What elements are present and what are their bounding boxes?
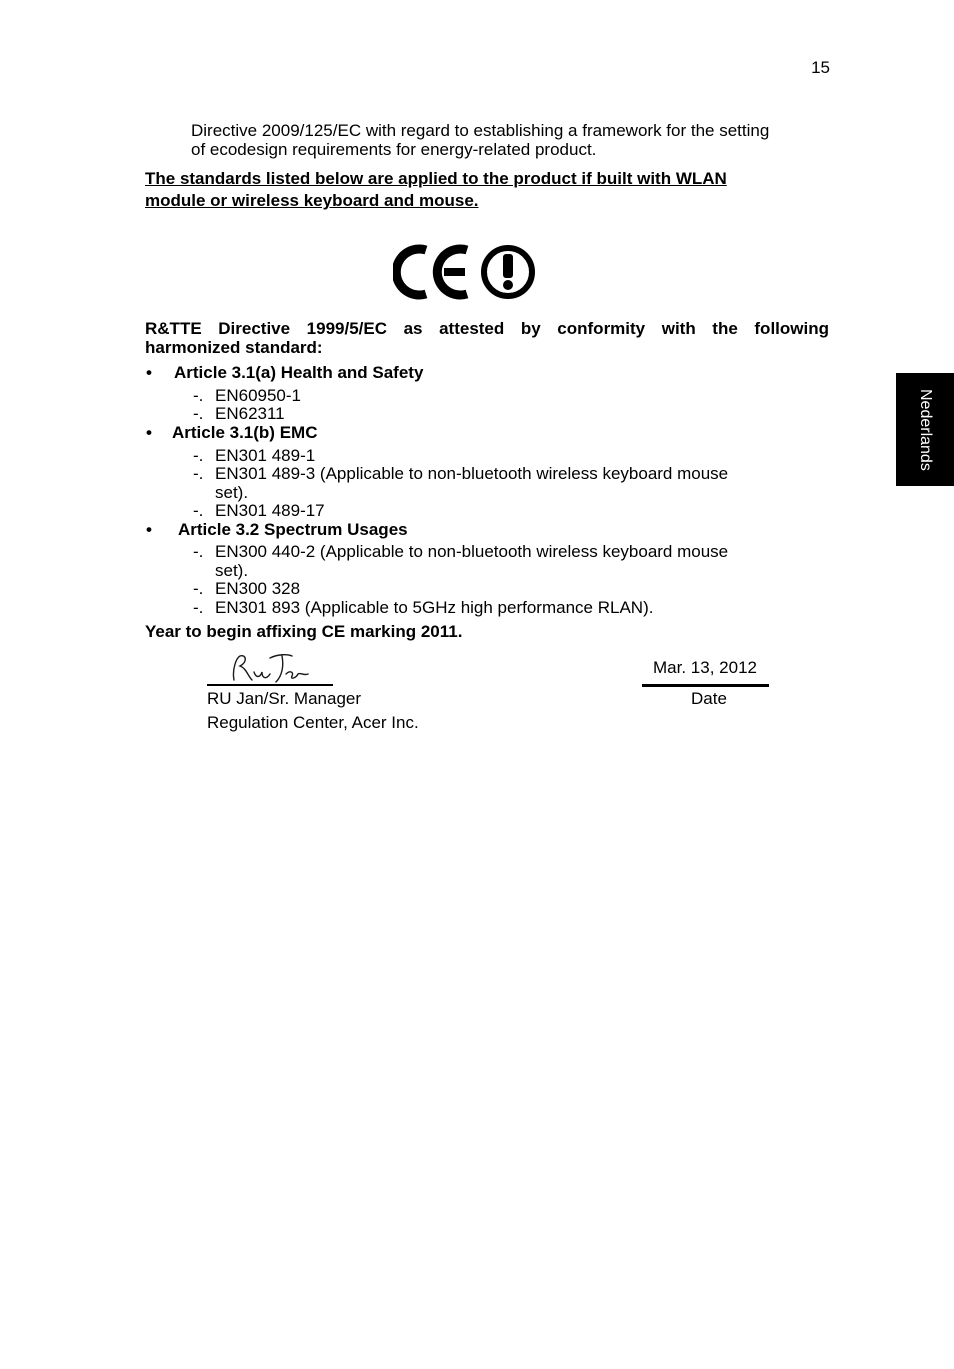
standard-text: EN301 489-3 (Applicable to non-bluetooth wireless keyboard mouse: [215, 464, 729, 483]
standard-prefix: -.: [193, 579, 204, 598]
article-title: Article 3.2 Spectrum Usages: [178, 520, 408, 539]
intro-paragraph: [191, 121, 841, 159]
ce-alert-logo: [393, 240, 539, 304]
wlan-heading-line-1: The standards listed below are applied to the product if built with WLAN: [145, 169, 727, 188]
bullet: •: [146, 520, 152, 539]
standard-item: [193, 464, 793, 502]
intro-line-1: Directive 2009/125/EC with regard to establishing a framework for the setting: [191, 121, 770, 140]
date-label: Date: [691, 689, 727, 708]
standard-prefix: -.: [193, 542, 204, 561]
standard-prefix: -.: [193, 598, 204, 617]
signer-name: RU Jan/Sr. Manager: [207, 689, 362, 708]
wlan-heading-line-2: module or wireless keyboard and mouse.: [145, 191, 479, 210]
date-value: Mar. 13, 2012: [653, 658, 757, 677]
standard-item: [193, 386, 793, 405]
standard-item: [193, 542, 793, 580]
standard-prefix: -.: [193, 464, 204, 483]
standard-text: EN301 893 (Applicable to 5GHz high performance RLAN).: [215, 598, 654, 617]
standard-text: EN301 489-17: [215, 501, 325, 520]
signature-drawing: [226, 650, 316, 686]
standard-item: [193, 598, 793, 617]
standard-prefix: -.: [193, 501, 204, 520]
page-number: 15: [811, 58, 830, 77]
standard-prefix: -.: [193, 404, 204, 423]
compliance-logo: [393, 240, 539, 308]
signer-organization: Regulation Center, Acer Inc.: [207, 713, 419, 732]
standard-text: EN301 489-1: [215, 446, 316, 465]
article-title: Article 3.1(b) EMC: [172, 423, 318, 442]
standard-text: EN60950-1: [215, 386, 302, 405]
rtte-statement: [145, 319, 829, 357]
standard-prefix: -.: [193, 446, 204, 465]
intro-line-2: of ecodesign requirements for energy-related product.: [191, 140, 597, 159]
rtte-line-2: harmonized standard:: [145, 338, 323, 357]
standard-prefix: -.: [193, 386, 204, 405]
standard-item: [193, 501, 793, 520]
standard-item: [193, 446, 793, 465]
standard-text-continued: set).: [215, 483, 249, 502]
standard-item: [193, 404, 793, 423]
bullet: •: [146, 423, 152, 442]
signature-line: [207, 684, 333, 686]
language-tab: [896, 373, 954, 486]
standard-text: EN300 328: [215, 579, 301, 598]
standard-text: EN62311: [215, 404, 285, 423]
ce-mark-icon: [396, 249, 467, 295]
ce-marking-year: Year to begin affixing CE marking 2011.: [145, 622, 463, 641]
standard-text: EN300 440-2 (Applicable to non-bluetooth wireless keyboard mouse: [215, 542, 729, 561]
standard-text-continued: set).: [215, 561, 249, 580]
date-line: [642, 684, 769, 687]
article-title: Article 3.1(a) Health and Safety: [174, 363, 424, 382]
alert-class2-icon: [484, 248, 532, 296]
rtte-line-1: R&TTE Directive 1999/5/EC as attested by conformity with the following: [145, 319, 829, 338]
standard-item: [193, 579, 793, 598]
bullet: •: [146, 363, 152, 382]
language-tab-label: Nederlands: [917, 388, 934, 471]
wlan-heading: [145, 168, 785, 212]
